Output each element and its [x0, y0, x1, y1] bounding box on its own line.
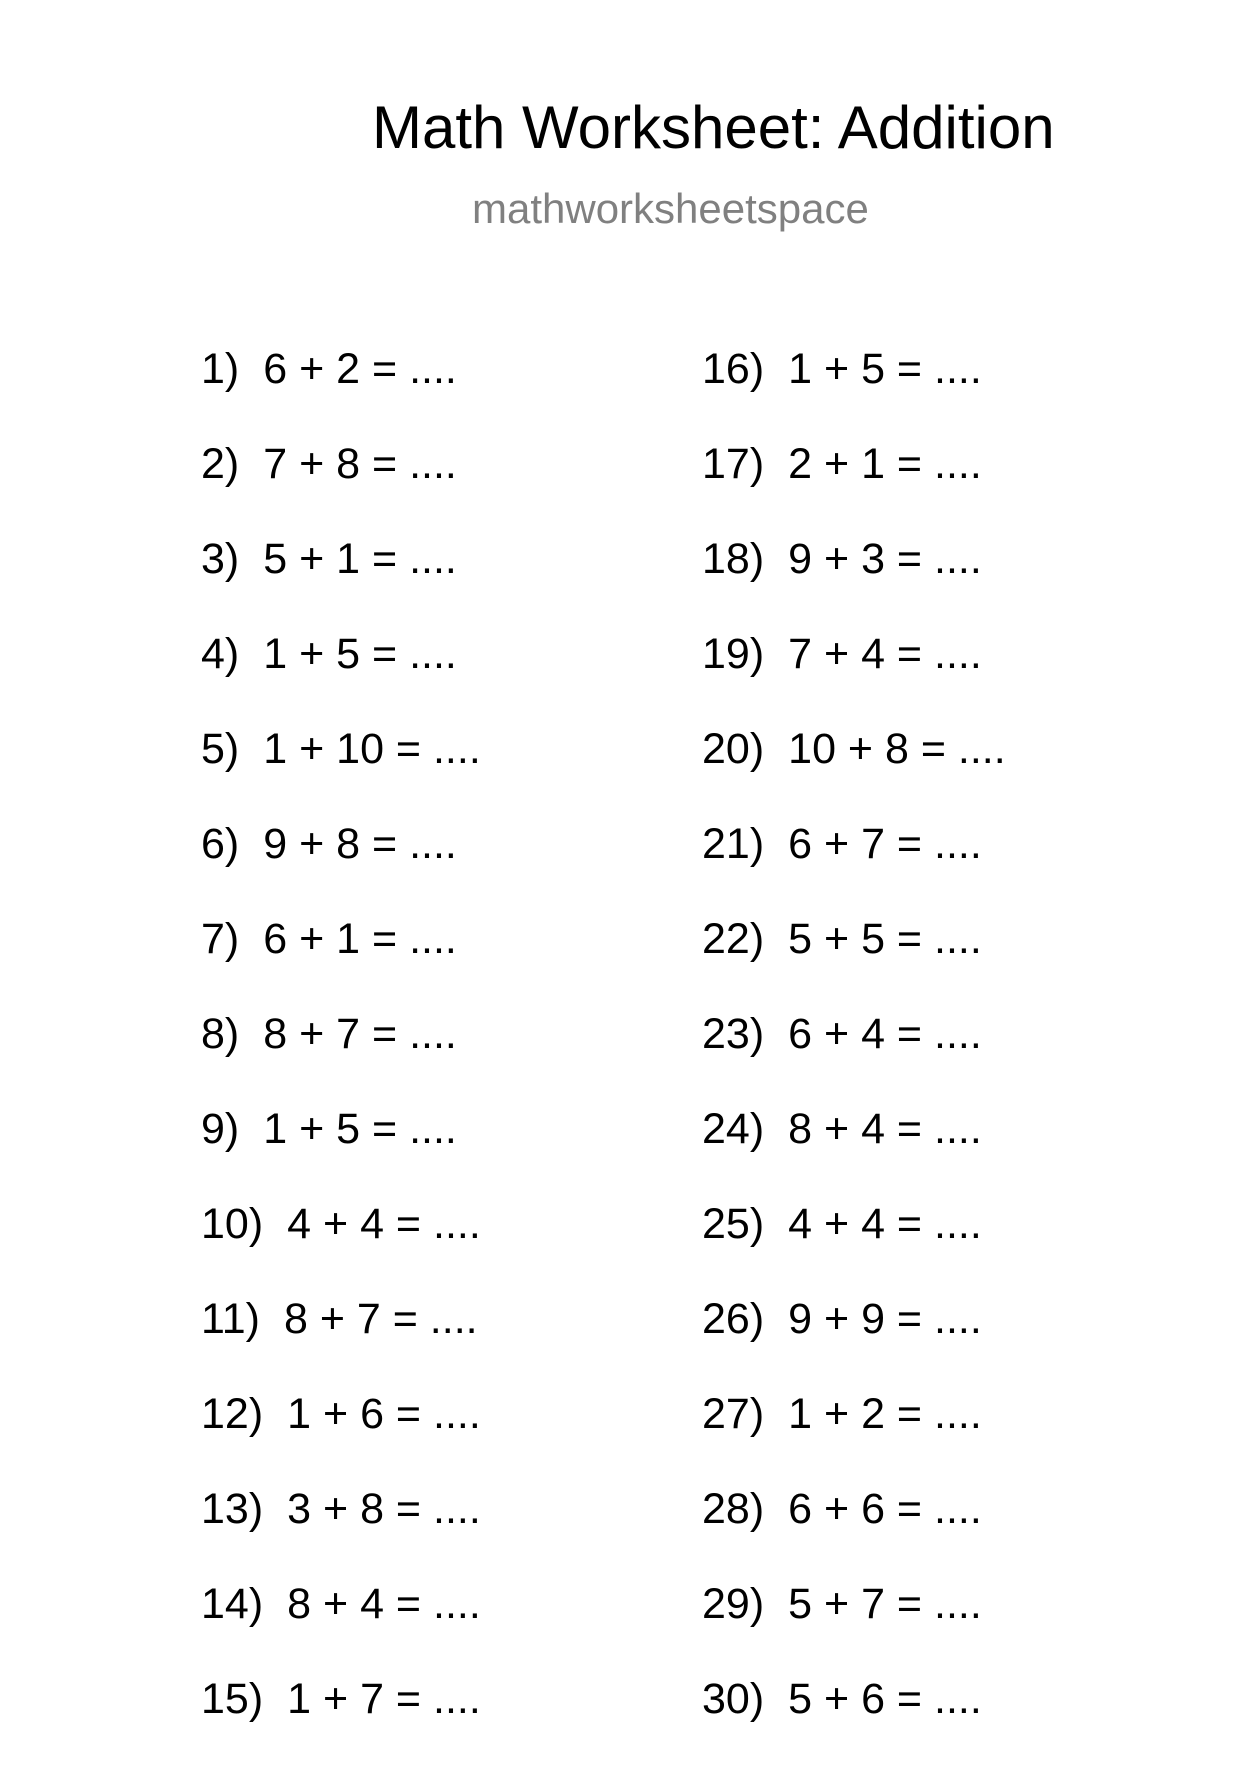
problems-left-column [201, 345, 641, 1773]
problem-number: 30) [702, 1675, 765, 1723]
problem-expression: 9 + 3 = .... [788, 535, 982, 583]
problem-item [702, 1010, 1142, 1108]
problem-expression: 7 + 8 = .... [263, 440, 457, 488]
problem-number: 28) [702, 1485, 765, 1533]
problem-expression: 7 + 4 = .... [788, 630, 982, 678]
problem-item [201, 535, 641, 633]
problem-number: 26) [702, 1295, 765, 1343]
problem-number: 24) [702, 1105, 765, 1153]
problem-number: 12) [201, 1390, 264, 1438]
problem-number: 17) [702, 440, 765, 488]
problem-item [201, 1580, 641, 1678]
problem-item [201, 1485, 641, 1583]
problem-expression: 6 + 2 = .... [263, 345, 457, 393]
problem-number: 14) [201, 1580, 264, 1628]
problem-item [201, 1010, 641, 1108]
problem-expression: 8 + 7 = .... [263, 1010, 457, 1058]
problem-item [201, 630, 641, 728]
problem-number: 13) [201, 1485, 264, 1533]
problem-number: 1) [201, 345, 240, 393]
problem-expression: 1 + 2 = .... [788, 1390, 982, 1438]
problem-expression: 5 + 6 = .... [788, 1675, 982, 1723]
problem-expression: 4 + 4 = .... [788, 1200, 982, 1248]
problem-item [201, 1105, 641, 1203]
problem-number: 25) [702, 1200, 765, 1248]
problem-number: 27) [702, 1390, 765, 1438]
problem-item [702, 630, 1142, 728]
problem-number: 2) [201, 440, 240, 488]
problem-item [702, 1675, 1142, 1773]
problem-expression: 8 + 4 = .... [287, 1580, 481, 1628]
problem-number: 8) [201, 1010, 240, 1058]
problem-expression: 3 + 8 = .... [287, 1485, 481, 1533]
problem-expression: 9 + 8 = .... [263, 820, 457, 868]
problem-item [702, 1485, 1142, 1583]
problems-right-column [702, 345, 1142, 1773]
problem-item [702, 1390, 1142, 1488]
problem-item [702, 1105, 1142, 1203]
problem-expression: 1 + 10 = .... [263, 725, 481, 773]
problem-item [201, 1200, 641, 1298]
problem-number: 5) [201, 725, 240, 773]
problem-number: 20) [702, 725, 765, 773]
page-title: Math Worksheet: Addition [372, 94, 1055, 161]
problem-expression: 5 + 7 = .... [788, 1580, 982, 1628]
problem-number: 22) [702, 915, 765, 963]
problem-item [702, 345, 1142, 443]
problem-number: 4) [201, 630, 240, 678]
problem-expression: 6 + 4 = .... [788, 1010, 982, 1058]
problem-number: 6) [201, 820, 240, 868]
problem-expression: 8 + 4 = .... [788, 1105, 982, 1153]
problem-expression: 6 + 6 = .... [788, 1485, 982, 1533]
page-subtitle: mathworksheetspace [472, 185, 869, 232]
problem-expression: 5 + 1 = .... [263, 535, 457, 583]
problem-number: 19) [702, 630, 765, 678]
problem-number: 18) [702, 535, 765, 583]
problem-expression: 10 + 8 = .... [788, 725, 1006, 773]
problem-number: 15) [201, 1675, 264, 1723]
problem-item [702, 915, 1142, 1013]
problem-number: 21) [702, 820, 765, 868]
problem-number: 23) [702, 1010, 765, 1058]
problem-item [201, 1390, 641, 1488]
problem-number: 29) [702, 1580, 765, 1628]
problem-expression: 1 + 5 = .... [263, 1105, 457, 1153]
problem-expression: 1 + 6 = .... [287, 1390, 481, 1438]
problem-expression: 8 + 7 = .... [283, 1295, 478, 1343]
problem-expression: 1 + 5 = .... [263, 630, 457, 678]
problem-number: 10) [201, 1200, 264, 1248]
problem-number: 7) [201, 915, 240, 963]
problem-item [201, 1295, 641, 1393]
problem-expression: 6 + 1 = .... [263, 915, 457, 963]
problem-item [201, 1675, 641, 1773]
problem-expression: 1 + 7 = .... [287, 1675, 481, 1723]
problem-expression: 2 + 1 = .... [788, 440, 982, 488]
problem-item [702, 535, 1142, 633]
problem-expression: 1 + 5 = .... [788, 345, 982, 393]
problem-item [201, 345, 641, 443]
problem-item [201, 440, 641, 538]
problem-item [201, 820, 641, 918]
problem-expression: 6 + 7 = .... [788, 820, 982, 868]
problem-item [702, 725, 1142, 823]
problem-number: 16) [702, 345, 765, 393]
problem-number: 9) [201, 1105, 240, 1153]
problem-item [201, 915, 641, 1013]
problem-number: 11) [201, 1295, 260, 1343]
problem-expression: 5 + 5 = .... [788, 915, 982, 963]
problem-expression: 4 + 4 = .... [287, 1200, 481, 1248]
problem-item [702, 820, 1142, 918]
problem-item [702, 1295, 1142, 1393]
problem-expression: 9 + 9 = .... [788, 1295, 982, 1343]
problem-item [702, 1200, 1142, 1298]
problem-item [702, 1580, 1142, 1678]
problem-item [201, 725, 641, 823]
problem-item [702, 440, 1142, 538]
problem-number: 3) [201, 535, 240, 583]
